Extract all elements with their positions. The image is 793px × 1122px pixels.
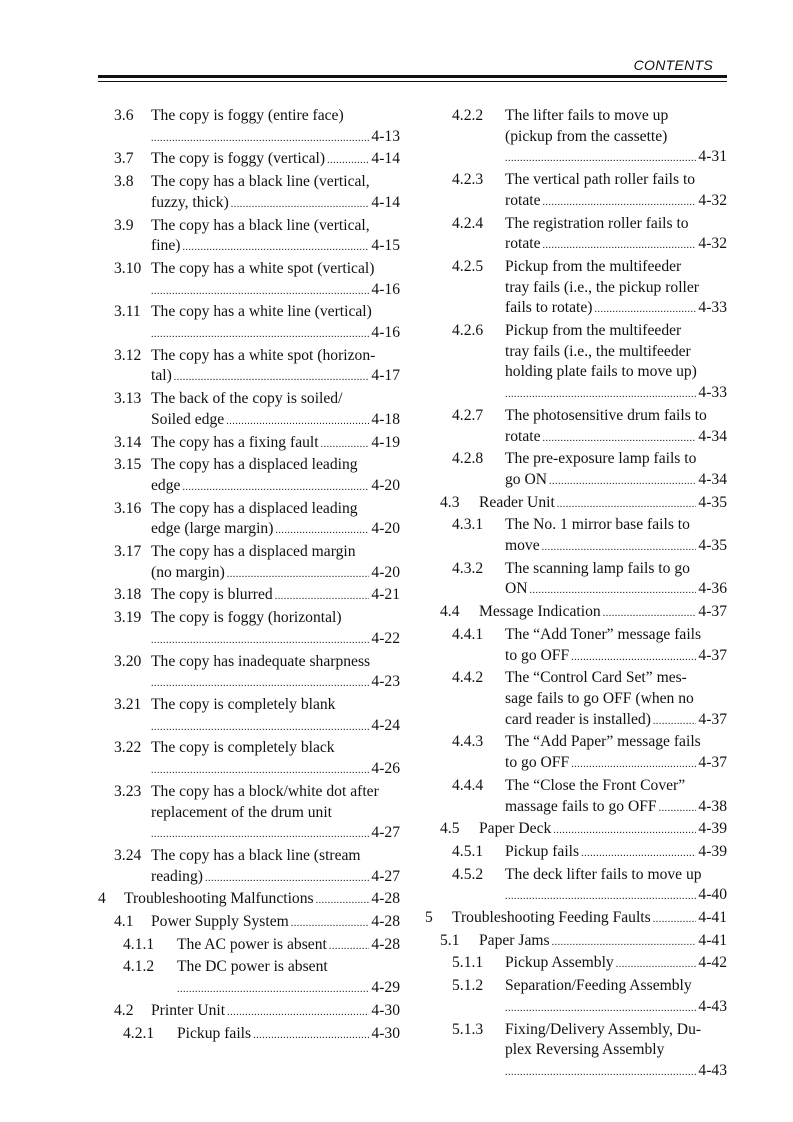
dot-leader xyxy=(557,493,697,516)
toc-entry-title-line: The copy has a black line (vertical, xyxy=(151,216,370,234)
toc-entry-title-line: replacement of the drum unit xyxy=(151,803,332,821)
toc-entry[interactable] xyxy=(96,302,400,345)
dot-leader xyxy=(571,646,696,669)
toc-entry-page: 4-19 xyxy=(371,433,400,451)
toc-entry-page: 4-40 xyxy=(698,886,727,904)
toc-entry-title-line: The copy has a fixing fault xyxy=(151,433,319,451)
toc-entry-number: 4.3 xyxy=(440,493,460,511)
toc-entry-number: 3.10 xyxy=(114,259,142,277)
toc-entry[interactable] xyxy=(96,346,400,389)
dot-leader xyxy=(182,476,369,499)
toc-entry-number: 4.5.2 xyxy=(452,865,484,883)
toc-entry-title-line: The copy is foggy (vertical) xyxy=(151,150,326,168)
toc-entry[interactable] xyxy=(423,668,727,732)
toc-entry-page: 4-16 xyxy=(371,280,400,298)
toc-entry-title-line: The vertical path roller fails to xyxy=(505,171,696,189)
toc-entry-title-line: Reader Unit xyxy=(479,493,555,511)
toc-entry-title-line: The “Control Card Set” mes- xyxy=(505,669,687,687)
toc-entry-title-line: The copy is blurred xyxy=(151,586,273,604)
dot-leader xyxy=(327,149,369,172)
toc-entry-title-line: The “Add Toner” message fails xyxy=(505,625,702,643)
toc-entry[interactable] xyxy=(423,406,727,449)
toc-entry-title-line: Paper Deck xyxy=(479,820,552,838)
toc-entry[interactable] xyxy=(96,106,400,149)
dot-leader xyxy=(543,191,697,214)
toc-entry-page: 4-38 xyxy=(698,797,727,815)
toc-entry-title-line: Pickup fails xyxy=(505,842,580,860)
toc-entry-page: 4-28 xyxy=(371,890,400,908)
toc-entry[interactable] xyxy=(423,257,727,321)
toc-entry[interactable] xyxy=(96,585,400,608)
toc-entry-page: 4-31 xyxy=(698,148,727,166)
toc-entry-title-line: The scanning lamp fails to go xyxy=(505,559,690,577)
toc-entry-title-line: The “Close the Front Cover” xyxy=(505,776,686,794)
dot-leader xyxy=(505,383,696,406)
toc-entry[interactable] xyxy=(423,908,727,931)
toc-entry-number: 5.1.3 xyxy=(452,1020,484,1038)
toc-entry-title-line: The copy has a white spot (vertical) xyxy=(151,259,375,277)
toc-entry-title-line: go ON xyxy=(505,470,548,488)
toc-entry[interactable] xyxy=(423,449,727,492)
toc-left-column xyxy=(96,106,400,1046)
toc-entry-title-line: The registration roller fails to xyxy=(505,214,689,232)
dot-leader xyxy=(571,753,696,776)
toc-entry-page: 4-27 xyxy=(371,867,400,885)
toc-entry-page: 4-39 xyxy=(698,842,727,860)
toc-entry-title-line: The DC power is absent xyxy=(177,958,328,976)
toc-entry-page: 4-34 xyxy=(698,427,727,445)
toc-entry-title-line: Power Supply System xyxy=(151,913,289,931)
toc-entry-title-line: Message Indication xyxy=(479,603,601,621)
toc-entry-number: 4.2.4 xyxy=(452,214,484,232)
toc-entry-title-line: The copy has a white line (vertical) xyxy=(151,303,372,321)
toc-entry[interactable] xyxy=(423,931,727,954)
dot-leader xyxy=(659,797,697,820)
toc-entry-title-line: to go OFF xyxy=(505,646,570,664)
dot-leader xyxy=(275,519,369,542)
toc-entry-title-line: The “Add Paper” message fails xyxy=(505,733,701,751)
dot-leader xyxy=(616,953,697,976)
toc-entry-number: 4.2 xyxy=(114,1001,134,1019)
toc-entry-number: 4.2.1 xyxy=(123,1024,155,1042)
toc-entry[interactable] xyxy=(96,652,400,695)
toc-entry-page: 4-32 xyxy=(698,191,727,209)
toc-entry-number: 4.3.1 xyxy=(452,516,484,534)
toc-entry[interactable] xyxy=(96,695,400,738)
toc-entry-title-line: Printer Unit xyxy=(151,1001,226,1019)
dot-leader xyxy=(151,127,369,150)
toc-entry-title-line: Soiled edge xyxy=(151,410,225,428)
toc-entry-title-line: The copy is completely black xyxy=(151,739,335,757)
toc-entry-title-line: The pre-exposure lamp fails to xyxy=(505,450,697,468)
toc-entry-number: 4.3.2 xyxy=(452,559,484,577)
toc-entry-page: 4-35 xyxy=(698,493,727,511)
toc-entry-number: 4.2.8 xyxy=(452,450,484,468)
dot-leader xyxy=(329,935,370,958)
toc-entry-page: 4-15 xyxy=(371,237,400,255)
toc-entry-page: 4-28 xyxy=(371,935,400,953)
header-rule-thin xyxy=(98,81,727,82)
toc-entry[interactable] xyxy=(96,846,400,889)
toc-entry-page: 4-33 xyxy=(698,299,727,317)
toc-entry-title-line: fuzzy, thick) xyxy=(151,193,229,211)
toc-entry-title-line: holding plate fails to move up) xyxy=(505,363,697,381)
dot-leader xyxy=(505,1061,696,1084)
toc-entry[interactable] xyxy=(423,214,727,257)
toc-entry-title-line: The copy is foggy (entire face) xyxy=(151,107,344,124)
toc-entry[interactable] xyxy=(423,953,727,976)
toc-entry-title-line: fine) xyxy=(151,237,181,255)
toc-entry-title-line: plex Reversing Assembly xyxy=(505,1041,665,1059)
toc-entry-page: 4-20 xyxy=(371,520,400,538)
toc-entry[interactable] xyxy=(423,170,727,213)
dot-leader xyxy=(182,236,369,259)
toc-entry-title-line: rotate xyxy=(505,235,541,253)
toc-entry[interactable] xyxy=(96,912,400,935)
toc-entry-number: 4.1.2 xyxy=(123,958,155,976)
toc-entry-number: 3.13 xyxy=(114,390,142,408)
toc-entry-title-line: Paper Jams xyxy=(479,931,550,949)
dot-leader xyxy=(530,579,697,602)
toc-entry-page: 4-27 xyxy=(371,824,400,842)
toc-entry[interactable] xyxy=(96,608,400,651)
toc-entry[interactable] xyxy=(423,559,727,602)
toc-entry-title-line: tal) xyxy=(151,367,172,385)
toc-entry-page: 4-14 xyxy=(371,150,400,168)
toc-entry-number: 4.4.1 xyxy=(452,625,484,643)
toc-entry-page: 4-42 xyxy=(698,954,727,972)
toc-entry-title-line: fails to rotate) xyxy=(505,299,593,317)
toc-entry-number: 4.2.3 xyxy=(452,171,484,189)
toc-entry-title-line: Troubleshooting Feeding Faults xyxy=(452,909,651,927)
toc-entry-page: 4-20 xyxy=(371,476,400,494)
toc-entry-page: 4-17 xyxy=(371,367,400,385)
dot-leader xyxy=(151,672,369,695)
toc-entry[interactable] xyxy=(423,321,727,406)
toc-entry[interactable] xyxy=(423,625,727,668)
toc-entry[interactable] xyxy=(423,842,727,865)
dot-leader xyxy=(151,323,369,346)
toc-entry-title-line: The copy has a displaced leading xyxy=(151,499,358,517)
toc-entry-number: 3.7 xyxy=(114,150,134,168)
dot-leader xyxy=(653,908,697,931)
toc-entry-title-line: The copy is foggy (horizontal) xyxy=(151,609,342,627)
toc-entry-page: 4-43 xyxy=(698,1061,727,1079)
toc-entry-page: 4-21 xyxy=(371,586,400,604)
toc-entry-number: 4.4 xyxy=(440,603,460,621)
toc-entry-title-line: to go OFF xyxy=(505,754,570,772)
toc-entry-number: 3.24 xyxy=(114,846,142,864)
toc-entry[interactable] xyxy=(423,732,727,775)
toc-entry[interactable] xyxy=(96,1024,400,1047)
toc-entry-number: 3.21 xyxy=(114,695,142,713)
toc-entry-page: 4-30 xyxy=(371,1024,400,1042)
toc-entry-title-line: reading) xyxy=(151,867,203,885)
dot-leader xyxy=(205,867,369,890)
dot-leader xyxy=(227,563,370,586)
toc-entry-title-line: Separation/Feeding Assembly xyxy=(505,977,692,995)
toc-entry[interactable] xyxy=(96,957,400,1000)
toc-entry[interactable] xyxy=(96,499,400,542)
toc-entry-title-line: The copy has a block/white dot after xyxy=(151,782,379,800)
toc-entry-number: 3.20 xyxy=(114,652,142,670)
dot-leader xyxy=(151,823,369,846)
toc-entry-title-line: Pickup from the multifeeder xyxy=(505,322,682,340)
toc-entry-number: 4.2.5 xyxy=(452,257,484,275)
toc-entry[interactable] xyxy=(423,865,727,908)
toc-entry-page: 4-37 xyxy=(698,754,727,772)
toc-entry-page: 4-41 xyxy=(698,909,727,927)
toc-entry-number: 4.4.2 xyxy=(452,669,484,687)
toc-entry[interactable] xyxy=(423,976,727,1019)
dot-leader xyxy=(227,1001,369,1024)
toc-entry-number: 3.16 xyxy=(114,499,142,517)
toc-entry-number: 5 xyxy=(425,909,433,927)
toc-entry-title-line: Pickup fails xyxy=(177,1024,252,1042)
toc-entry[interactable] xyxy=(96,259,400,302)
dot-leader xyxy=(231,193,370,216)
toc-entry-title-line: ON xyxy=(505,580,528,598)
toc-entry[interactable] xyxy=(96,216,400,259)
toc-entry-page: 4-33 xyxy=(698,384,727,402)
toc-entry-number: 4.2.2 xyxy=(452,107,484,124)
toc-entry-page: 4-26 xyxy=(371,760,400,778)
toc-entry-page: 4-24 xyxy=(371,716,400,734)
toc-entry-number: 4.1.1 xyxy=(123,935,155,953)
toc-entry-title-line: sage fails to go OFF (when no xyxy=(505,689,694,707)
toc-entry-page: 4-37 xyxy=(698,646,727,664)
dot-leader xyxy=(253,1024,369,1047)
toc-entry-number: 3.23 xyxy=(114,782,142,800)
toc-entry-title-line: Pickup from the multifeeder xyxy=(505,257,682,275)
toc-entry-number: 4.5.1 xyxy=(452,842,484,860)
toc-entry-page: 4-35 xyxy=(698,537,727,555)
toc-entry-page: 4-30 xyxy=(371,1001,400,1019)
dot-leader xyxy=(226,410,369,433)
toc-entry-title-line: The deck lifter fails to move up xyxy=(505,865,702,883)
dot-leader xyxy=(505,885,696,908)
toc-entry-number: 4.4.4 xyxy=(452,776,484,794)
toc-entry-page: 4-14 xyxy=(371,193,400,211)
toc-entry[interactable] xyxy=(96,149,400,172)
toc-entry-number: 3.11 xyxy=(114,303,141,321)
dot-leader xyxy=(581,842,696,865)
toc-entry-title-line: move xyxy=(505,537,540,555)
toc-entry-title-line: Fixing/Delivery Assembly, Du- xyxy=(505,1020,702,1038)
toc-entry[interactable] xyxy=(96,542,400,585)
toc-entry-number: 5.1.2 xyxy=(452,977,484,995)
dot-leader xyxy=(151,759,369,782)
toc-entry-number: 3.9 xyxy=(114,216,134,234)
toc-entry-title-line: (no margin) xyxy=(151,563,225,581)
header-title: CONTENTS xyxy=(633,57,713,73)
toc-entry-title-line: (pickup from the cassette) xyxy=(505,127,668,145)
toc-entry-title-line: massage fails to go OFF xyxy=(505,797,657,815)
dot-leader xyxy=(603,602,697,625)
toc-entry-title-line: The AC power is absent xyxy=(177,935,327,953)
toc-entry-title-line: The copy has inadequate sharpness xyxy=(151,652,371,670)
toc-entry-number: 4 xyxy=(98,890,106,908)
toc-entry-title-line: card reader is installed) xyxy=(505,710,651,728)
toc-entry-number: 3.8 xyxy=(114,173,134,191)
toc-entry[interactable] xyxy=(96,935,400,958)
toc-entry[interactable] xyxy=(96,455,400,498)
toc-entry-title-line: The back of the copy is soiled/ xyxy=(151,390,343,408)
dot-leader xyxy=(321,433,370,456)
toc-entry-page: 4-20 xyxy=(371,563,400,581)
header-rule-thick xyxy=(98,75,727,78)
toc-entry-title-line: The copy has a displaced leading xyxy=(151,456,358,474)
toc-entry[interactable] xyxy=(96,172,400,215)
toc-entry-number: 5.1.1 xyxy=(452,954,484,972)
toc-entry[interactable] xyxy=(423,106,727,170)
toc-entry-title-line: The No. 1 mirror base fails to xyxy=(505,516,690,534)
toc-entry-page: 4-34 xyxy=(698,470,727,488)
dot-leader xyxy=(542,536,697,559)
dot-leader xyxy=(594,298,696,321)
toc-entry-title-line: The copy has a black line (stream xyxy=(151,846,361,864)
toc-entry[interactable] xyxy=(96,738,400,781)
toc-entry-page: 4-37 xyxy=(698,710,727,728)
toc-entry-page: 4-37 xyxy=(698,603,727,621)
toc-entry-page: 4-18 xyxy=(371,410,400,428)
page-header xyxy=(98,57,727,83)
dot-leader xyxy=(151,716,369,739)
toc-entry-title-line: tray fails (i.e., the multifeeder xyxy=(505,342,691,360)
toc-entry-title-line: The copy has a white spot (horizon- xyxy=(151,346,376,364)
toc-entry-number: 4.2.7 xyxy=(452,406,484,424)
dot-leader xyxy=(552,931,697,954)
toc-entry-title-line: The photosensitive drum fails to xyxy=(505,406,707,424)
toc-entry[interactable] xyxy=(423,1020,727,1084)
dot-leader xyxy=(275,585,370,608)
toc-entry-title-line: tray fails (i.e., the pickup roller xyxy=(505,278,699,296)
toc-entry[interactable] xyxy=(423,515,727,558)
toc-entry-title-line: edge xyxy=(151,476,181,494)
toc-entry-number: 4.4.3 xyxy=(452,733,484,751)
toc-entry-number: 4.2.6 xyxy=(452,322,484,340)
toc-entry[interactable] xyxy=(423,602,727,625)
toc-entry[interactable] xyxy=(96,389,400,432)
toc-entry-title-line: rotate xyxy=(505,191,541,209)
toc-entry-number: 4.5 xyxy=(440,820,460,838)
toc-entry-title-line: Troubleshooting Malfunctions xyxy=(124,890,314,908)
dot-leader xyxy=(151,629,369,652)
toc-entry-page: 4-39 xyxy=(698,820,727,838)
toc-entry-title-line: The copy has a displaced margin xyxy=(151,543,356,561)
toc-entry[interactable] xyxy=(423,776,727,819)
dot-leader xyxy=(316,889,370,912)
toc-entry-page: 4-29 xyxy=(371,979,400,997)
toc-entry[interactable] xyxy=(96,433,400,456)
toc-entry-number: 3.19 xyxy=(114,609,142,627)
toc-entry-number: 3.12 xyxy=(114,346,142,364)
toc-entry-number: 3.14 xyxy=(114,433,142,451)
toc-entry-number: 3.15 xyxy=(114,456,142,474)
toc-entry-page: 4-22 xyxy=(371,629,400,647)
toc-entry-number: 3.22 xyxy=(114,739,142,757)
toc-entry-page: 4-43 xyxy=(698,997,727,1015)
toc-entry[interactable] xyxy=(96,1001,400,1024)
dot-leader xyxy=(505,997,696,1020)
dot-leader xyxy=(174,366,370,389)
toc-right-column xyxy=(423,106,727,1084)
toc-entry[interactable] xyxy=(96,782,400,846)
toc-entry-title-line: Pickup Assembly xyxy=(505,954,614,972)
dot-leader xyxy=(543,427,697,450)
dot-leader xyxy=(177,978,369,1001)
toc-entry[interactable] xyxy=(96,889,400,912)
dot-leader xyxy=(505,147,696,170)
toc-entry-page: 4-41 xyxy=(698,931,727,949)
toc-entry-title-line: The lifter fails to move up xyxy=(505,107,669,124)
toc-entry-number: 3.18 xyxy=(114,586,142,604)
toc-entry-number: 4.1 xyxy=(114,913,134,931)
toc-entry-page: 4-28 xyxy=(371,913,400,931)
toc-entry[interactable] xyxy=(423,819,727,842)
dot-leader xyxy=(549,470,696,493)
toc-entry-page: 4-16 xyxy=(371,324,400,342)
toc-entry-title-line: edge (large margin) xyxy=(151,520,274,538)
toc-entry[interactable] xyxy=(423,493,727,516)
toc-entry-number: 3.6 xyxy=(114,107,134,124)
dot-leader xyxy=(291,912,370,935)
toc-entry-title-line: The copy is completely blank xyxy=(151,695,336,713)
toc-entry-title-line: The copy has a black line (vertical, xyxy=(151,173,370,191)
toc-entry-page: 4-36 xyxy=(698,580,727,598)
dot-leader xyxy=(151,280,369,303)
toc-entry-number: 5.1 xyxy=(440,931,460,949)
dot-leader xyxy=(653,710,697,733)
dot-leader xyxy=(553,819,696,842)
toc-entry-number: 3.17 xyxy=(114,543,142,561)
toc-entry-page: 4-32 xyxy=(698,235,727,253)
toc-entry-page: 4-23 xyxy=(371,673,400,691)
toc-entry-title-line: rotate xyxy=(505,427,541,445)
dot-leader xyxy=(543,234,697,257)
toc-entry-page: 4-13 xyxy=(371,127,400,145)
